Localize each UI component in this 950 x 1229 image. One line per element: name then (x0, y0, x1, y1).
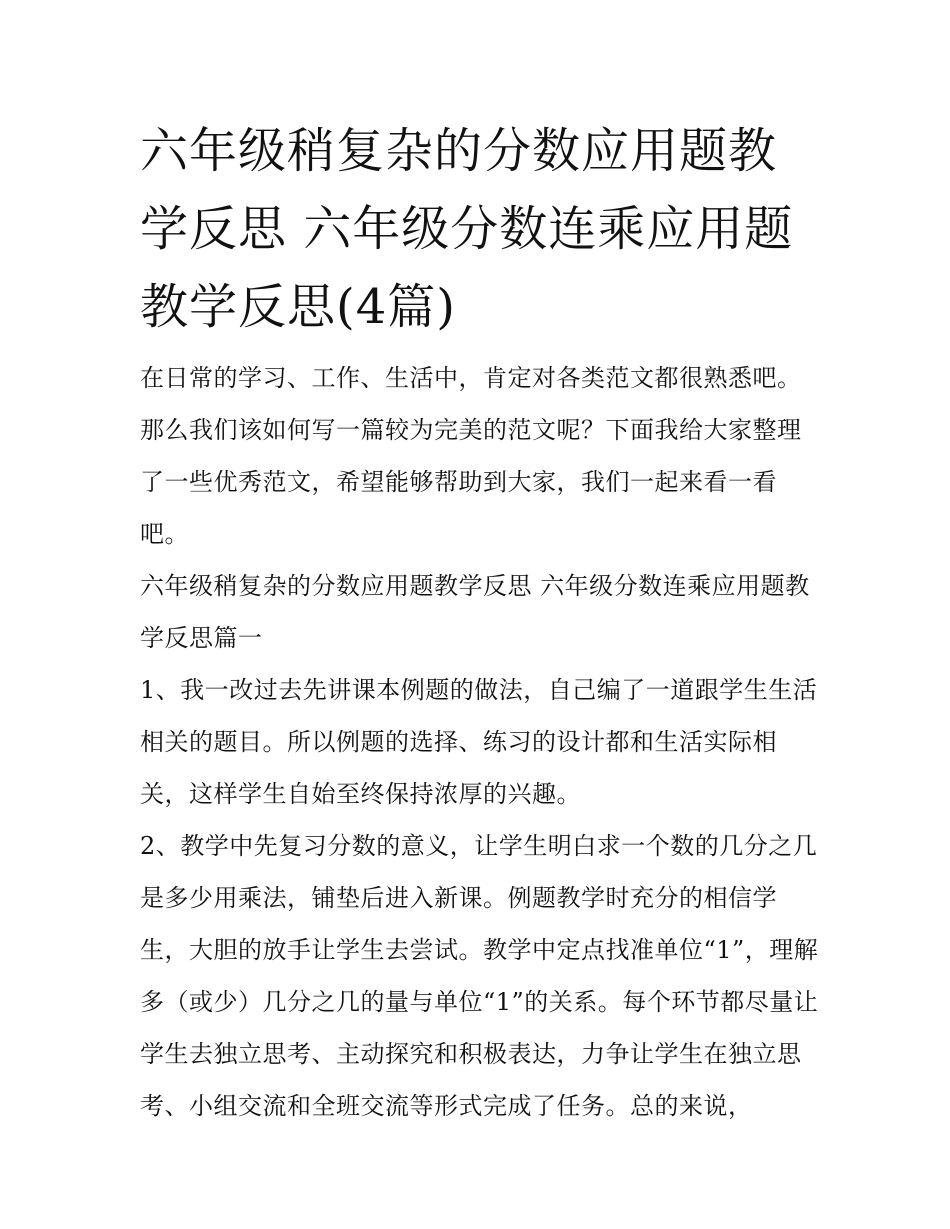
point-one-paragraph: 1、我一改过去先讲课本例题的做法，自己编了一道跟学生生活相关的题目。所以例题的选择、练习的设计都和生活实际相关，这样学生自始至终保持浓厚的兴趣。 (140, 676, 818, 808)
intro-paragraph: 在日常的学习、工作、生活中，肯定对各类范文都很熟悉吧。那么我们该如何写一篇较为完美的范文呢？下面我给大家整理了一些优秀范文，希望能够帮助到大家，我们一起来看一看吧。 (140, 364, 802, 548)
document-body (140, 352, 820, 1132)
document-title: 六年级稍复杂的分数应用题教学反思 六年级分数连乘应用题教学反思(4篇) (140, 123, 794, 335)
point-two-paragraph: 2、教学中先复习分数的意义，让学生明白求一个数的几分之几是多少用乘法，铺垫后进入新课。例题教学时充分的相信学生，大胆的放手让学生去尝试。教学中定点找准单位“1”，理解多（或少）几分之几的量与单位“1”的关系。每个环节都尽量让学生去独立思考、主动探究和积极表达，力争让学生在独立思考、小组交流和全班交流等形式完成了任务。总的来说， (140, 832, 819, 1120)
section-heading: 六年级稍复杂的分数应用题教学反思 六年级分数连乘应用题教学反思篇一 (140, 572, 810, 652)
